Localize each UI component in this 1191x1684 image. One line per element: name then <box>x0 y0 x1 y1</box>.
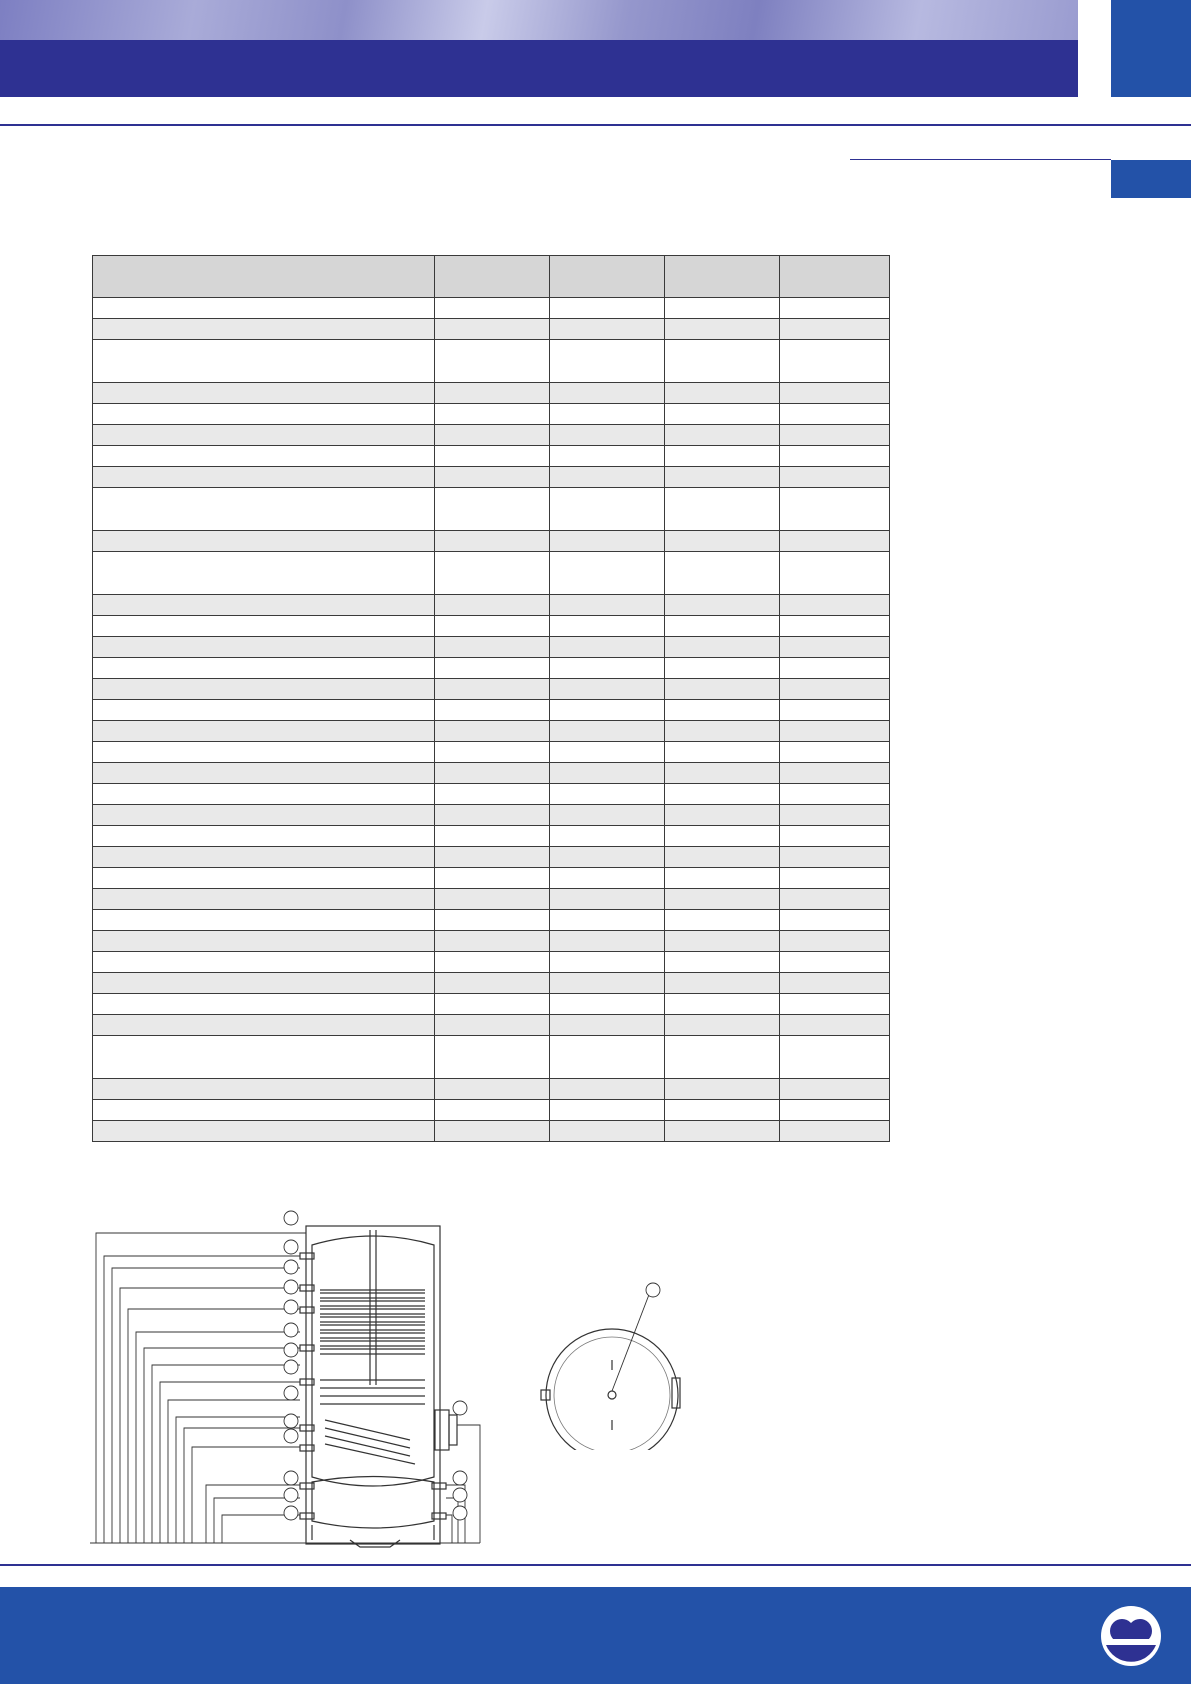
table-cell <box>780 531 890 552</box>
table-cell <box>780 1079 890 1100</box>
table-header-cell <box>93 256 435 298</box>
table-cell <box>435 658 550 679</box>
table-cell <box>435 973 550 994</box>
table-row <box>93 826 890 847</box>
table-cell <box>550 847 665 868</box>
table-cell <box>93 742 435 763</box>
table-cell <box>665 531 780 552</box>
table-cell <box>93 1121 435 1142</box>
table-row <box>93 973 890 994</box>
table-cell <box>550 868 665 889</box>
callout-marker <box>646 1283 660 1297</box>
table-cell <box>435 952 550 973</box>
table-cell <box>780 404 890 425</box>
table-row <box>93 404 890 425</box>
table-row <box>93 931 890 952</box>
table-cell <box>93 298 435 319</box>
header-rule <box>0 124 1191 126</box>
table-cell <box>665 319 780 340</box>
table-cell <box>93 552 435 595</box>
table-cell <box>93 910 435 931</box>
table-cell <box>780 425 890 446</box>
brand-logo-icon <box>1100 1605 1162 1667</box>
table-row <box>93 763 890 784</box>
table-row <box>93 952 890 973</box>
table-cell <box>435 868 550 889</box>
table-cell <box>93 805 435 826</box>
table-row <box>93 784 890 805</box>
table-cell <box>435 700 550 721</box>
table-row <box>93 1121 890 1142</box>
table-cell <box>780 319 890 340</box>
table-cell <box>435 763 550 784</box>
table-cell <box>435 425 550 446</box>
table-header-cell <box>550 256 665 298</box>
table-cell <box>550 721 665 742</box>
table-cell <box>550 1036 665 1079</box>
table-cell <box>435 383 550 404</box>
heater-flange-top <box>672 1378 680 1408</box>
table-cell <box>665 552 780 595</box>
table-cell <box>435 404 550 425</box>
tank-top-view-drawing <box>535 1280 705 1450</box>
table-cell <box>550 488 665 531</box>
table-cell <box>550 595 665 616</box>
table-cell <box>550 552 665 595</box>
table-row <box>93 658 890 679</box>
table-cell <box>550 637 665 658</box>
table-cell <box>435 721 550 742</box>
table-row <box>93 298 890 319</box>
table-cell <box>665 700 780 721</box>
table-cell <box>665 383 780 404</box>
table-cell <box>93 679 435 700</box>
table-cell <box>93 700 435 721</box>
table-header-cell <box>665 256 780 298</box>
table-cell <box>550 425 665 446</box>
table-cell <box>665 847 780 868</box>
table-cell <box>93 319 435 340</box>
table-cell <box>435 1036 550 1079</box>
table-row <box>93 847 890 868</box>
table-cell <box>435 1079 550 1100</box>
header-gradient-banner <box>0 0 1078 40</box>
table-cell <box>435 1121 550 1142</box>
table-cell <box>665 637 780 658</box>
table-cell <box>550 763 665 784</box>
table-cell <box>665 721 780 742</box>
table-cell <box>550 784 665 805</box>
table-header-row <box>93 256 890 298</box>
table-row <box>93 467 890 488</box>
table-cell <box>550 319 665 340</box>
table-cell <box>780 595 890 616</box>
table-cell <box>550 973 665 994</box>
table-cell <box>665 616 780 637</box>
upper-heat-exchanger-coil <box>320 1290 425 1354</box>
table-cell <box>780 700 890 721</box>
table-cell <box>93 446 435 467</box>
table-cell <box>93 616 435 637</box>
table-cell <box>550 531 665 552</box>
table-cell <box>780 1015 890 1036</box>
table-cell <box>435 1015 550 1036</box>
table-cell <box>435 1100 550 1121</box>
table-cell <box>93 1079 435 1100</box>
table-cell <box>93 763 435 784</box>
table-cell <box>780 742 890 763</box>
table-cell <box>780 973 890 994</box>
table-cell <box>435 742 550 763</box>
table-cell <box>93 952 435 973</box>
table-cell <box>780 446 890 467</box>
table-row <box>93 340 890 383</box>
tank-outer-casing <box>306 1226 440 1544</box>
table-cell <box>780 952 890 973</box>
table-cell <box>780 994 890 1015</box>
table-cell <box>550 805 665 826</box>
table-cell <box>780 340 890 383</box>
table-cell <box>550 1015 665 1036</box>
table-cell <box>780 616 890 637</box>
table-cell <box>93 1036 435 1079</box>
table-row <box>93 742 890 763</box>
table-cell <box>665 404 780 425</box>
table-cell <box>550 340 665 383</box>
table-cell <box>550 404 665 425</box>
table-cell <box>550 931 665 952</box>
table-cell <box>93 425 435 446</box>
table-cell <box>665 679 780 700</box>
table-cell <box>665 595 780 616</box>
table-row <box>93 383 890 404</box>
footer-rule <box>0 1564 1191 1566</box>
table-row <box>93 552 890 595</box>
table-cell <box>435 446 550 467</box>
table-row <box>93 1015 890 1036</box>
table-cell <box>665 446 780 467</box>
table-cell <box>550 700 665 721</box>
table-cell <box>93 340 435 383</box>
table-cell <box>435 552 550 595</box>
table-cell <box>550 616 665 637</box>
heater-flange <box>435 1410 449 1450</box>
tank-lower-chamber <box>312 1477 434 1529</box>
table-cell <box>435 826 550 847</box>
table-cell <box>93 784 435 805</box>
table-cell <box>550 994 665 1015</box>
footer-band <box>0 1587 1191 1684</box>
table-cell <box>780 826 890 847</box>
table-cell <box>93 467 435 488</box>
table-cell <box>780 847 890 868</box>
table-cell <box>435 531 550 552</box>
table-cell <box>550 1121 665 1142</box>
table-cell <box>780 298 890 319</box>
table-cell <box>550 383 665 404</box>
table-cell <box>665 425 780 446</box>
table-cell <box>665 826 780 847</box>
table-cell <box>550 298 665 319</box>
table-cell <box>550 742 665 763</box>
table-cell <box>93 383 435 404</box>
table-cell <box>780 910 890 931</box>
table-cell <box>665 488 780 531</box>
table-cell <box>665 931 780 952</box>
table-cell <box>435 298 550 319</box>
header-section-tab <box>1111 0 1191 97</box>
table-cell <box>93 1100 435 1121</box>
table-cell <box>665 1036 780 1079</box>
table-cell <box>780 763 890 784</box>
table-cell <box>550 910 665 931</box>
table-cell <box>665 340 780 383</box>
header-divider <box>1078 0 1111 97</box>
tank-side-view-drawing <box>80 1195 580 1555</box>
tank-outer-circle <box>546 1329 678 1450</box>
table-row <box>93 679 890 700</box>
table-cell <box>93 637 435 658</box>
table-cell <box>780 784 890 805</box>
table-cell <box>780 931 890 952</box>
table-cell <box>435 847 550 868</box>
table-cell <box>93 973 435 994</box>
table-cell <box>665 763 780 784</box>
table-cell <box>435 784 550 805</box>
table-cell <box>780 552 890 595</box>
table-cell <box>93 889 435 910</box>
table-cell <box>550 952 665 973</box>
table-cell <box>780 889 890 910</box>
section-side-tab <box>1111 160 1191 198</box>
table-cell <box>93 826 435 847</box>
table-cell <box>550 467 665 488</box>
table-cell <box>665 868 780 889</box>
header-band <box>0 40 1078 97</box>
table-row <box>93 446 890 467</box>
table-cell <box>780 1121 890 1142</box>
table-cell <box>93 994 435 1015</box>
specification-table <box>92 255 890 1142</box>
table-row <box>93 1079 890 1100</box>
table-cell <box>93 868 435 889</box>
table-cell <box>435 340 550 383</box>
table-cell <box>665 1079 780 1100</box>
table-row <box>93 994 890 1015</box>
table-cell <box>665 298 780 319</box>
table-cell <box>93 931 435 952</box>
table-cell <box>93 595 435 616</box>
table-cell <box>93 1015 435 1036</box>
table-cell <box>93 531 435 552</box>
table-cell <box>550 826 665 847</box>
table-row <box>93 1100 890 1121</box>
table-cell <box>665 805 780 826</box>
table-cell <box>435 931 550 952</box>
table-row <box>93 531 890 552</box>
table-cell <box>780 721 890 742</box>
table-cell <box>93 658 435 679</box>
table-header-cell <box>435 256 550 298</box>
table-cell <box>665 742 780 763</box>
table-cell <box>93 847 435 868</box>
table-row <box>93 868 890 889</box>
table-cell <box>665 658 780 679</box>
table-cell <box>665 994 780 1015</box>
table-cell <box>665 784 780 805</box>
table-cell <box>780 868 890 889</box>
table-cell <box>435 467 550 488</box>
table-cell <box>93 404 435 425</box>
table-cell <box>550 889 665 910</box>
table-cell <box>435 595 550 616</box>
table-cell <box>665 467 780 488</box>
table-header-cell <box>780 256 890 298</box>
table-cell <box>780 805 890 826</box>
table-cell <box>665 952 780 973</box>
table-row <box>93 488 890 531</box>
table-row <box>93 425 890 446</box>
subsection-rule <box>850 159 1111 160</box>
table-cell <box>435 679 550 700</box>
table-cell <box>435 319 550 340</box>
table-cell <box>780 467 890 488</box>
tank-inner-vessel <box>312 1236 434 1486</box>
table-cell <box>93 721 435 742</box>
table-cell <box>435 616 550 637</box>
table-cell <box>435 910 550 931</box>
table-cell <box>435 488 550 531</box>
table-cell <box>435 637 550 658</box>
table-row <box>93 319 890 340</box>
table-row <box>93 889 890 910</box>
table-cell <box>665 889 780 910</box>
table-cell <box>665 1121 780 1142</box>
table-row <box>93 595 890 616</box>
table-cell <box>780 1036 890 1079</box>
table-cell <box>780 383 890 404</box>
table-cell <box>665 1015 780 1036</box>
table-cell <box>550 1100 665 1121</box>
table-row <box>93 721 890 742</box>
lower-heat-exchanger-coil <box>320 1380 425 1464</box>
table-cell <box>435 805 550 826</box>
table-cell <box>665 910 780 931</box>
tank-inner-circle <box>554 1337 670 1450</box>
table-row <box>93 700 890 721</box>
table-row <box>93 910 890 931</box>
table-cell <box>665 973 780 994</box>
table-cell <box>93 488 435 531</box>
table-cell <box>550 679 665 700</box>
top-connection-point <box>608 1391 616 1399</box>
table-row <box>93 805 890 826</box>
table-cell <box>435 889 550 910</box>
table-cell <box>550 1079 665 1100</box>
table-row <box>93 637 890 658</box>
table-cell <box>665 1100 780 1121</box>
callout-leader <box>612 1292 650 1391</box>
table-cell <box>550 658 665 679</box>
table-cell <box>780 488 890 531</box>
table-cell <box>780 658 890 679</box>
table-row <box>93 616 890 637</box>
table-cell <box>550 446 665 467</box>
table-row <box>93 1036 890 1079</box>
table-cell <box>435 994 550 1015</box>
table-cell <box>780 679 890 700</box>
table-cell <box>780 1100 890 1121</box>
table-cell <box>780 637 890 658</box>
